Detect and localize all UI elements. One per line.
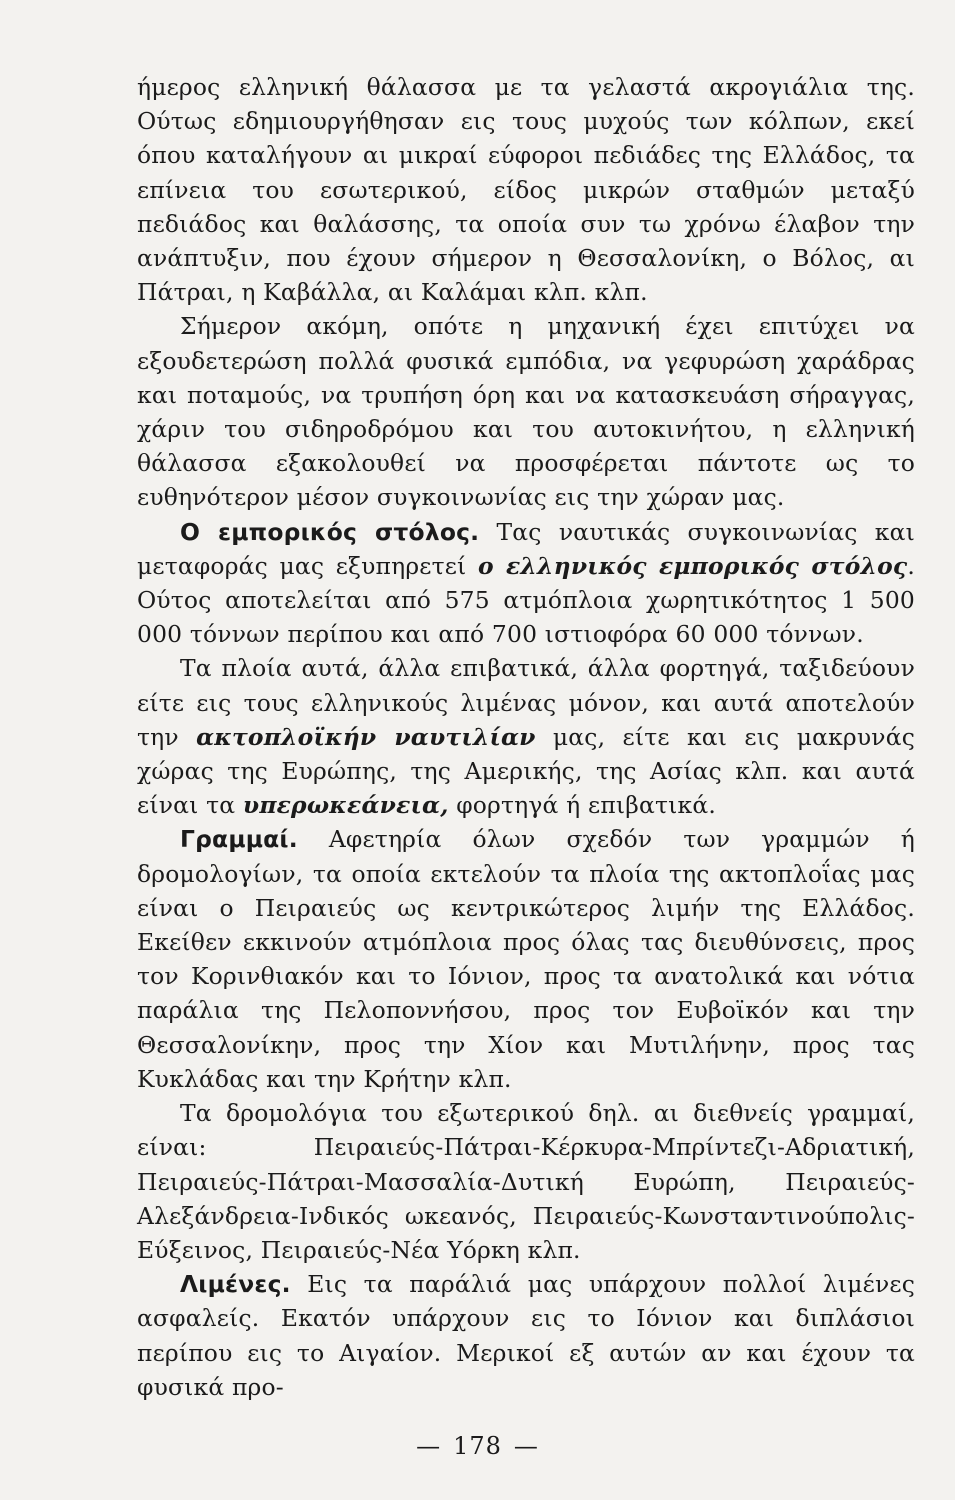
paragraph-lines <box>137 822 915 1096</box>
paragraph-6 <box>137 1096 915 1267</box>
paragraph-5-text: Αφετηρία όλων σχεδόν των γραμμών ή δρομολογίων, τα οποία εκτελούν τα πλοία της ακτοπλοΐας μας είναι ο Πειραιεύς ως κεντρικώτερος λιμήν της Ελλάδος. Εκείθεν εκκινούν ατμόπλοια προς όλας τας διευθύνσεις, προς τον Κορινθιακόν και το Ιόνιον, προς τα ανατολικά και νότια παράλια της Πελοποννήσου, προς τον Ευβοϊκόν και την Θεσσαλονίκην, προς την Χίον και Μυτιλήνην, προς τας Κυκλάδας και την Κρήτην κλπ. <box>137 825 915 1093</box>
emphasis-ocean-liners: υπερωκεάνεια, <box>242 791 449 820</box>
emphasis-greek-merchant-fleet: ο ελληνικός εμπορικός στόλος <box>477 551 908 580</box>
paragraph-2-text: Σήμερον ακόμη, οπότε η μηχανική έχει επιτύχει να εξουδετερώση πολλά φυσικά εμπόδια, να γεφυρώση χαράδρας και ποταμούς, να τρυπήση όρη και να κατασκευάση σήραγγας, χάριν του σιδηροδρόμου και του αυτοκινήτου, η ελληνική θάλασσα εξακολουθεί να προσφέρεται πάντοτε ως το ευθηνότερον μέσον συγκοινωνίας εις την χώραν μας. <box>137 312 915 512</box>
section-heading-merchant-fleet: Ο εμπορικός στόλος. <box>180 517 480 546</box>
page-footer <box>0 1432 955 1460</box>
paragraph-1 <box>137 70 915 309</box>
paragraph-3-text-2: . Ούτος αποτελείται από 575 ατμόπλοια χωρητικότητος 1 500 000 τόννων περίπου και από 700 ιστιοφόρα 60 000 τόννων. <box>137 551 915 649</box>
page-body <box>137 70 915 1404</box>
paragraph-4-text-3: φορτηγά ή επιβατικά. <box>448 791 716 820</box>
section-heading-ports: Λιμένες. <box>180 1270 291 1299</box>
paragraph-7-text: Εις τα παράλιά μας υπάρχουν πολλοί λιμένες ασφαλείς. Εκατόν υπάρχουν εις το Ιόνιον και διπλάσιοι περίπου εις το Αιγαίον. Μερικοί εξ αυτών αν και έχουν τα φυσικά προ- <box>137 1270 915 1401</box>
paragraph-4-text-2: μας, είτε και εις μακρυνάς χώρας της Ευρώπης, της Αμερικής, της Ασίας κλπ. και αυτά είναι τα <box>137 722 915 820</box>
paragraph-1-text: ήμερος ελληνική θάλασσα με τα γελαστά ακρογιάλια της. Ούτως εδημιουργήθησαν εις τους μυχούς των κόλπων, εκεί όπου καταλήγουν αι μικραί εύφοροι πεδιάδες της Ελλάδος, τα επίνεια του εσωτερικού, είδος μικρών σταθμών μεταξύ πεδιάδος και θαλάσσης, τα οποία συν τω χρόνω έλαβον την ανάπτυξιν, που έχουν σήμερον η Θεσσαλονίκη, ο Βόλος, αι Πάτραι, η Καβάλλα, αι Καλάμαι κλπ. κλπ. <box>137 73 915 307</box>
paragraph-4 <box>137 651 915 822</box>
paragraph-4-text-1: Τα πλοία αυτά, άλλα επιβατικά, άλλα φορτηγά, ταξιδεύουν είτε εις τους ελληνικούς λιμένας μόνον, και αυτά αποτελούν την <box>137 654 915 751</box>
footer-dash-right: — <box>513 1432 539 1460</box>
section-heading-lines: Γραμμαί. <box>180 825 298 854</box>
paragraph-merchant-fleet <box>137 515 915 652</box>
footer-dash-left: — <box>416 1432 442 1460</box>
emphasis-coastal-shipping: ακτοπλοϊκήν ναυτιλίαν <box>196 722 536 751</box>
paragraph-2 <box>137 309 915 514</box>
page-number: 178 <box>453 1432 502 1460</box>
paragraph-ports <box>137 1267 915 1404</box>
paragraph-6-text: Τα δρομολόγια του εξωτερικού δηλ. αι διεθνείς γραμμαί, είναι: Πειραιεύς-Πάτραι-Κέρκυρα-Μπρίντεζι-Αδριατική, Πειραιεύς-Πάτραι-Μασσαλία-Δυτική Ευρώπη, Πειραιεύς-Αλεξάνδρεια-Ινδικός ωκεανός, Πειραιεύς-Κωνσταντινούπολις-Εύξεινος, Πειραιεύς-Νέα Υόρκη κλπ. <box>137 1099 915 1264</box>
paragraph-3-text-1: Τας ναυτικάς συγκοινωνίας και μεταφοράς μας εξυπηρετεί <box>137 517 915 580</box>
